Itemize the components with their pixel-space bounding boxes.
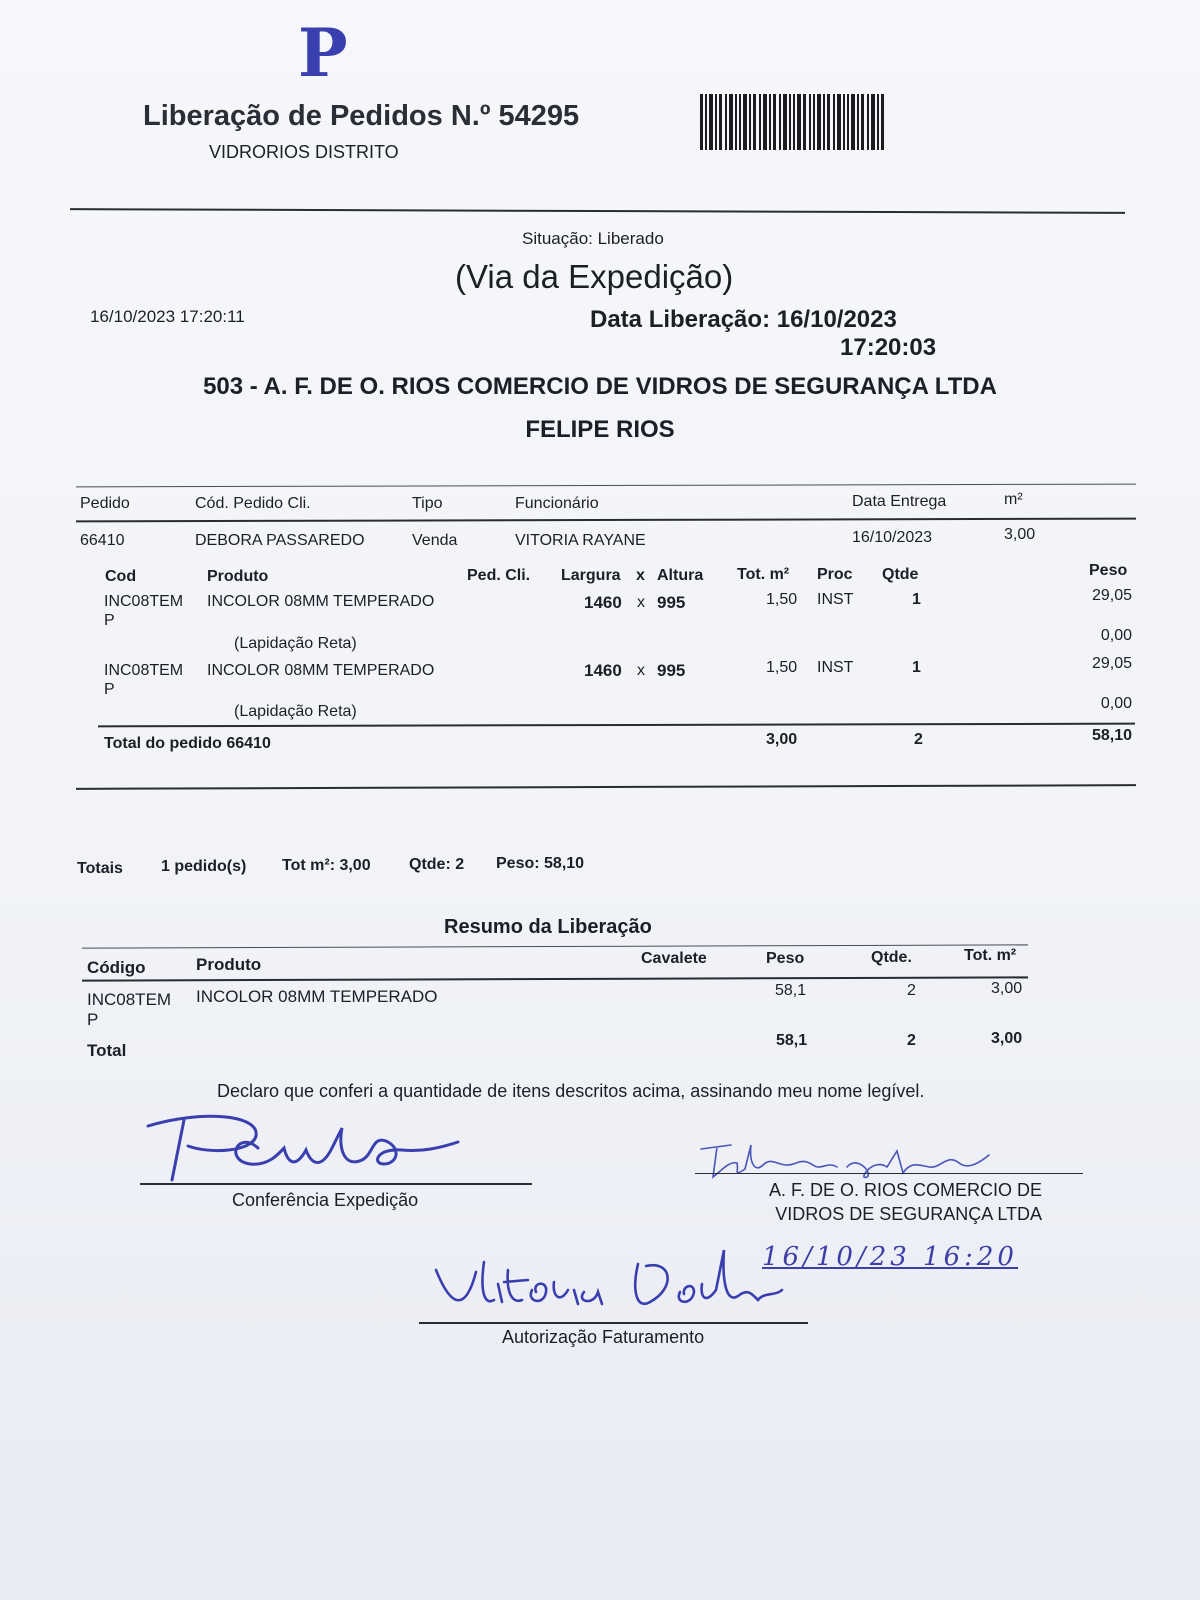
item-col-proc: Proc — [817, 566, 853, 583]
printed-timestamp: 16/10/2023 17:20:11 — [90, 307, 245, 326]
header-divider — [70, 208, 1125, 214]
signature-line-bottom — [419, 1322, 808, 1324]
item-cod-cont: P — [104, 612, 115, 629]
item-processing: (Lapidação Reta) — [234, 635, 357, 652]
resumo-col-produto: Produto — [196, 955, 262, 974]
caption-client-line1: A. F. DE O. RIOS COMERCIO DE — [768, 1180, 1042, 1200]
col-funcionario: Funcionário — [515, 495, 599, 512]
client-company: 503 - A. F. DE O. RIOS COMERCIO DE VIDROS DE SEGURANÇA LTDA — [203, 373, 997, 400]
resumo-top-line — [82, 944, 1028, 948]
resumo-tot-m2: 3,00 — [991, 980, 1023, 997]
resumo-total-qtde: 2 — [907, 1032, 916, 1049]
col-m2: m² — [1004, 491, 1023, 508]
item-col-ped-cli: Ped. Cli. — [467, 567, 531, 584]
branch-name: VIDRORIOS DISTRITO — [209, 142, 399, 162]
order-total-peso: 58,10 — [1091, 727, 1132, 744]
document-title: Liberação de Pedidos N.º 54295 — [143, 100, 580, 132]
item-x: x — [637, 594, 645, 611]
totals-qtde: Qtde: 2 — [409, 856, 465, 873]
item-col-qtde: Qtde — [882, 566, 919, 583]
val-pedido: 66410 — [80, 532, 125, 549]
item-col-produto: Produto — [207, 568, 269, 585]
col-data-entrega: Data Entrega — [852, 493, 947, 510]
val-tipo: Venda — [412, 532, 458, 549]
resumo-peso: 58,1 — [775, 982, 807, 999]
signature-conferencia — [140, 1108, 470, 1188]
data-liberacao: Data Liberação: 16/10/2023 — [590, 306, 897, 333]
resumo-col-tot-m2: Tot. m² — [964, 947, 1017, 964]
resumo-total-peso: 58,1 — [776, 1032, 808, 1049]
resumo-col-peso: Peso — [766, 950, 805, 967]
signature-line-left — [140, 1183, 532, 1185]
item-produto: INCOLOR 08MM TEMPERADO — [207, 593, 435, 610]
item-produto: INCOLOR 08MM TEMPERADO — [207, 662, 435, 679]
item-peso: 29,05 — [1091, 587, 1132, 604]
handwritten-date: 16/10/23 16:20 — [762, 1242, 1018, 1272]
item-processing-peso: 0,00 — [1100, 695, 1132, 712]
resumo-title: Resumo da Liberação — [444, 916, 652, 938]
handwritten-mark: P — [298, 14, 348, 92]
col-cod-pedido-cli: Cód. Pedido Cli. — [195, 495, 311, 512]
val-data-entrega: 16/10/2023 — [852, 529, 933, 546]
resumo-total-label: Total — [87, 1041, 127, 1060]
item-processing: (Lapidação Reta) — [234, 703, 357, 720]
totals-m2: Tot m²: 3,00 — [282, 857, 371, 874]
resumo-col-qtde: Qtde. — [871, 949, 912, 966]
col-pedido: Pedido — [80, 495, 130, 512]
resumo-codigo: INC08TEM — [87, 990, 172, 1009]
caption-client-line2: VIDROS DE SEGURANÇA LTDA — [775, 1204, 1042, 1224]
order-total-qtde: 2 — [914, 731, 923, 748]
item-peso: 29,05 — [1091, 655, 1132, 672]
totals-peso: Peso: 58,10 — [496, 855, 585, 872]
item-proc: INST — [817, 659, 854, 676]
order-header-line — [76, 518, 1136, 523]
item-altura: 995 — [657, 661, 686, 680]
resumo-codigo-cont: P — [87, 1010, 99, 1029]
client-contact: FELIPE RIOS — [525, 416, 675, 443]
val-funcionario: VITORIA RAYANE — [515, 532, 646, 549]
via-title: (Via da Expedição) — [455, 258, 734, 295]
order-top-line — [76, 484, 1136, 488]
item-cod: INC08TEM — [104, 662, 184, 679]
val-m2: 3,00 — [1004, 526, 1036, 543]
col-tipo: Tipo — [412, 495, 443, 512]
totals-label: Totais — [77, 860, 123, 877]
caption-conferencia: Conferência Expedição — [232, 1190, 419, 1210]
declaration-text: Declaro que conferi a quantidade de itens descritos acima, assinando meu nome legível. — [217, 1081, 925, 1101]
item-qtde: 1 — [912, 591, 921, 608]
item-largura: 1460 — [584, 661, 622, 680]
val-cod-pedido-cli: DEBORA PASSAREDO — [195, 532, 365, 549]
resumo-total-tot-m2: 3,00 — [991, 1030, 1023, 1047]
data-liberacao-time: 17:20:03 — [840, 334, 937, 361]
item-col-tot-m2: Tot. m² — [737, 566, 790, 583]
item-cod-cont: P — [104, 681, 115, 698]
order-total-label: Total do pedido 66410 — [104, 735, 271, 752]
resumo-header-line — [82, 976, 1028, 981]
item-col-largura: Largura — [561, 567, 621, 584]
item-col-altura: Altura — [657, 567, 704, 584]
item-processing-peso: 0,00 — [1100, 627, 1132, 644]
item-proc: INST — [817, 591, 854, 608]
barcode-image — [700, 94, 884, 150]
item-col-cod: Cod — [105, 568, 137, 585]
situacao-text: Situação: Liberado — [522, 229, 664, 248]
resumo-qtde: 2 — [907, 982, 916, 999]
caption-faturamento: Autorização Faturamento — [502, 1327, 705, 1347]
signature-line-right — [695, 1173, 1083, 1174]
item-x: x — [637, 662, 645, 679]
signature-faturamento — [432, 1240, 802, 1330]
resumo-col-codigo: Código — [87, 958, 146, 977]
order-bottom-line — [76, 784, 1136, 790]
order-total-m2: 3,00 — [766, 731, 798, 748]
item-col-x: x — [636, 567, 645, 584]
item-tot-m2: 1,50 — [766, 591, 798, 608]
item-tot-m2: 1,50 — [766, 659, 798, 676]
item-col-peso: Peso — [1089, 562, 1128, 579]
resumo-produto: INCOLOR 08MM TEMPERADO — [196, 987, 438, 1006]
resumo-col-cavalete: Cavalete — [641, 950, 707, 967]
order-total-line — [98, 723, 1135, 728]
item-largura: 1460 — [584, 593, 622, 612]
item-cod: INC08TEM — [104, 593, 184, 610]
item-altura: 995 — [657, 593, 686, 612]
totals-pedidos: 1 pedido(s) — [161, 858, 247, 875]
item-qtde: 1 — [912, 659, 921, 676]
